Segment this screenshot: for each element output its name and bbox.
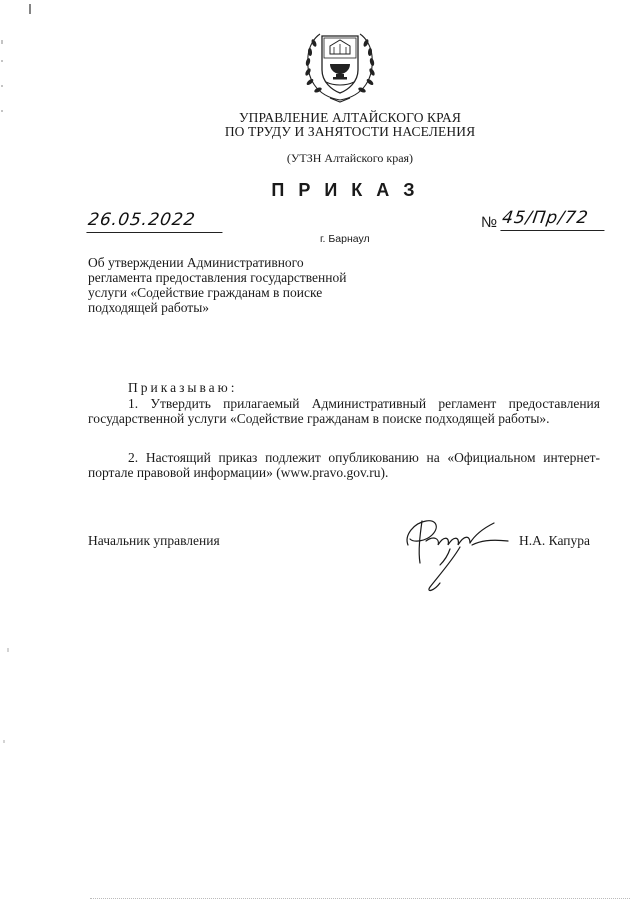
order-verb: Приказываю: bbox=[128, 380, 238, 395]
signer-position: Начальник управления bbox=[88, 533, 220, 548]
scan-margin-marks bbox=[0, 0, 12, 905]
corner-tick-icon bbox=[28, 4, 32, 14]
order-number-label: № bbox=[481, 214, 498, 231]
order-number: 45/Пр/72 bbox=[500, 208, 607, 231]
issue-city: г. Барнаул bbox=[320, 233, 370, 245]
org-abbreviation: (УТЗН Алтайского края) bbox=[286, 151, 414, 165]
scan-bottom-edge bbox=[90, 898, 630, 900]
order-date: 26.05.2022 bbox=[86, 210, 225, 233]
handwritten-signature-icon bbox=[400, 505, 518, 595]
org-name-line1: УПРАВЛЕНИЕ АЛТАЙСКОГО КРАЯ bbox=[239, 110, 461, 125]
order-item-2: 2. Настоящий приказ подлежит опубликованию на «Официальном интернет-портале правовой информации» (www.pravo.gov.ru). bbox=[88, 450, 600, 480]
altai-krai-coat-of-arms-icon bbox=[300, 26, 380, 104]
order-item-1: 1. Утвердить прилагаемый Административный регламент предоставления государственной услуги «Содействие гражданам в поиске подходящей работы». bbox=[88, 396, 600, 426]
org-name-line2: ПО ТРУДУ И ЗАНЯТОСТИ НАСЕЛЕНИЯ bbox=[224, 124, 476, 139]
document-type-title: ПРИКАЗ bbox=[271, 180, 429, 200]
order-subject: Об утверждении Административного регламента предоставления государственной услуги «Содействие гражданам в поиске подходящей работы» bbox=[88, 255, 347, 315]
signer-name: Н.А. Капура bbox=[519, 533, 590, 548]
